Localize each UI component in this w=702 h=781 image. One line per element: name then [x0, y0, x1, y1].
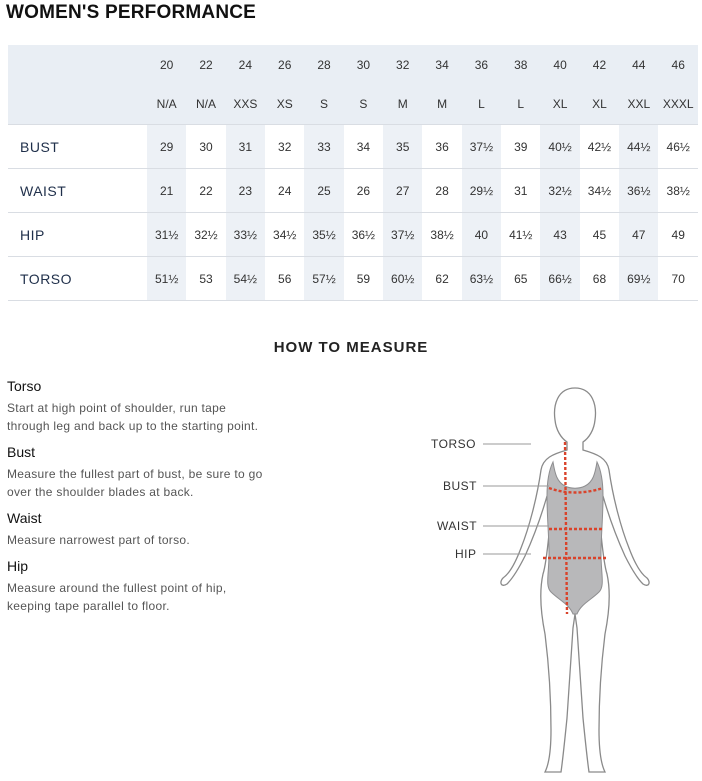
letter-size-cell: XS	[265, 84, 304, 125]
numeric-size-cell: 24	[226, 45, 265, 84]
measurement-value: 40	[462, 213, 501, 257]
measurement-value: 39	[501, 125, 540, 169]
torso-label: TORSO	[431, 437, 476, 451]
guide-title: Hip	[7, 558, 29, 574]
measurement-value: 38½	[658, 169, 698, 213]
numeric-size-cell: 42	[580, 45, 619, 84]
measurement-value: 59	[344, 257, 383, 301]
measurement-row-waist	[8, 169, 698, 213]
measurement-value: 46½	[658, 125, 698, 169]
guide-item-hip	[7, 558, 269, 615]
measurement-value: 24	[265, 169, 304, 213]
guide-title: Torso	[7, 378, 42, 394]
measurement-label: BUST	[8, 125, 147, 169]
measurement-value: 37½	[462, 125, 501, 169]
letter-size-cell: M	[422, 84, 461, 125]
size-chart-table	[8, 45, 698, 301]
measurement-label: TORSO	[8, 257, 147, 301]
measurement-value: 28	[422, 169, 461, 213]
numeric-size-cell: 32	[383, 45, 422, 84]
body-figure-illustration	[425, 378, 695, 778]
measurement-row-torso	[8, 257, 698, 301]
measurement-value: 68	[580, 257, 619, 301]
header-corner	[8, 45, 147, 84]
measurement-value: 45	[580, 213, 619, 257]
measurement-value: 21	[147, 169, 186, 213]
measurement-value: 40½	[540, 125, 579, 169]
measurement-value: 54½	[226, 257, 265, 301]
letter-size-cell: L	[462, 84, 501, 125]
letter-size-cell: XXXL	[658, 84, 698, 125]
measurement-label: WAIST	[8, 169, 147, 213]
measurement-value: 47	[619, 213, 658, 257]
measurement-value: 38½	[422, 213, 461, 257]
measurement-value: 57½	[304, 257, 343, 301]
measurement-value: 33	[304, 125, 343, 169]
measurement-value: 35	[383, 125, 422, 169]
guide-text: Start at high point of shoulder, run tape through leg and back up to the starting point.	[7, 401, 259, 433]
measurement-value: 53	[186, 257, 225, 301]
how-to-measure-heading: HOW TO MEASURE	[273, 339, 429, 356]
letter-size-cell: XXS	[226, 84, 265, 125]
numeric-size-cell: 46	[658, 45, 698, 84]
measurement-value: 34½	[265, 213, 304, 257]
numeric-size-cell: 34	[422, 45, 461, 84]
measurement-value: 60½	[383, 257, 422, 301]
letter-size-cell: N/A	[147, 84, 186, 125]
letter-size-cell: M	[383, 84, 422, 125]
numeric-size-cell: 38	[501, 45, 540, 84]
numeric-size-row	[8, 45, 698, 84]
measurement-value: 43	[540, 213, 579, 257]
measurement-row-bust	[8, 125, 698, 169]
measurement-label: HIP	[8, 213, 147, 257]
page-title: WOMEN'S PERFORMANCE	[6, 2, 257, 23]
guide-text: Measure around the fullest point of hip, keeping tape parallel to floor.	[7, 581, 227, 613]
measurement-value: 34½	[580, 169, 619, 213]
guide-item-waist	[7, 510, 269, 549]
guide-item-torso	[7, 378, 269, 435]
measurement-value: 37½	[383, 213, 422, 257]
measurement-value: 32½	[540, 169, 579, 213]
measurement-value: 70	[658, 257, 698, 301]
measurement-value: 56	[265, 257, 304, 301]
measure-guide	[7, 378, 269, 624]
measurement-value: 69½	[619, 257, 658, 301]
measurement-value: 31	[501, 169, 540, 213]
guide-item-bust	[7, 444, 269, 501]
measurement-value: 42½	[580, 125, 619, 169]
measurement-value: 29	[147, 125, 186, 169]
waist-label: WAIST	[437, 519, 478, 533]
numeric-size-cell: 36	[462, 45, 501, 84]
hip-label: HIP	[455, 547, 477, 561]
measurement-value: 32	[265, 125, 304, 169]
measurement-value: 31	[226, 125, 265, 169]
measurement-value: 27	[383, 169, 422, 213]
letter-size-cell: S	[304, 84, 343, 125]
measurement-value: 25	[304, 169, 343, 213]
numeric-size-cell: 20	[147, 45, 186, 84]
measurement-value: 36½	[344, 213, 383, 257]
measurement-value: 49	[658, 213, 698, 257]
letter-size-cell: XL	[580, 84, 619, 125]
guide-text: Measure narrowest part of torso.	[7, 533, 191, 547]
measurement-value: 66½	[540, 257, 579, 301]
letter-size-row	[8, 84, 698, 125]
measurement-value: 26	[344, 169, 383, 213]
measurement-value: 51½	[147, 257, 186, 301]
measurement-value: 41½	[501, 213, 540, 257]
numeric-size-cell: 40	[540, 45, 579, 84]
letter-size-cell: N/A	[186, 84, 225, 125]
numeric-size-cell: 22	[186, 45, 225, 84]
letter-size-cell: XL	[540, 84, 579, 125]
measurement-value: 23	[226, 169, 265, 213]
measurement-value: 65	[501, 257, 540, 301]
measurement-value: 22	[186, 169, 225, 213]
measurement-value: 44½	[619, 125, 658, 169]
measurement-value: 62	[422, 257, 461, 301]
numeric-size-cell: 28	[304, 45, 343, 84]
measurement-value: 30	[186, 125, 225, 169]
letter-size-cell: XXL	[619, 84, 658, 125]
guide-title: Bust	[7, 444, 36, 460]
numeric-size-cell: 30	[344, 45, 383, 84]
numeric-size-cell: 44	[619, 45, 658, 84]
header-corner	[8, 84, 147, 125]
guide-text: Measure the fullest part of bust, be sure to go over the shoulder blades at back.	[7, 467, 263, 499]
measurement-value: 63½	[462, 257, 501, 301]
measurement-value: 35½	[304, 213, 343, 257]
letter-size-cell: L	[501, 84, 540, 125]
measurement-value: 31½	[147, 213, 186, 257]
measurement-value: 32½	[186, 213, 225, 257]
bust-label: BUST	[443, 479, 478, 493]
measurement-row-hip	[8, 213, 698, 257]
measurement-value: 29½	[462, 169, 501, 213]
numeric-size-cell: 26	[265, 45, 304, 84]
measurement-value: 34	[344, 125, 383, 169]
measurement-value: 36½	[619, 169, 658, 213]
guide-title: Waist	[7, 510, 42, 526]
letter-size-cell: S	[344, 84, 383, 125]
measurement-value: 33½	[226, 213, 265, 257]
measurement-value: 36	[422, 125, 461, 169]
